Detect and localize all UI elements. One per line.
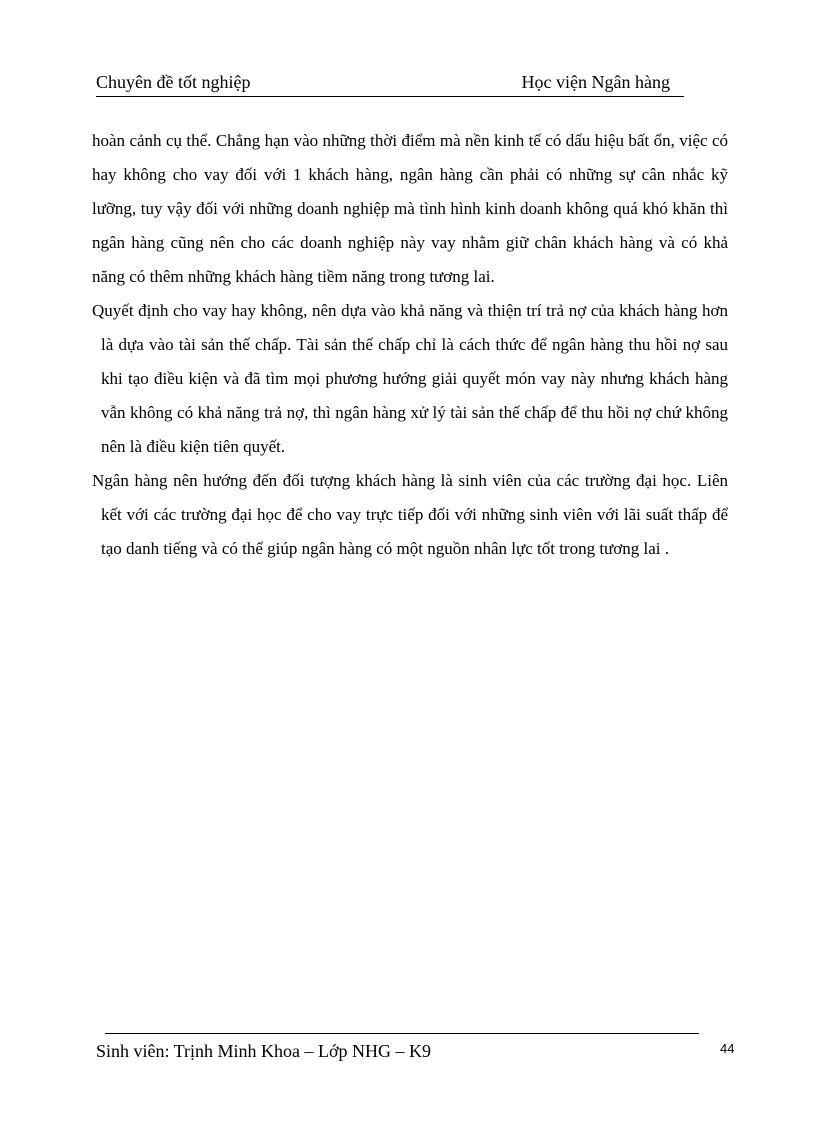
header-thesis-title: Chuyên đề tốt nghiệp	[96, 72, 251, 92]
body-text	[92, 124, 728, 566]
footer-divider	[105, 1033, 699, 1034]
footer-student-info: Sinh viên: Trịnh Minh Khoa – Lớp NHG – K9	[96, 1041, 432, 1061]
paragraph-1: hoàn cảnh cụ thể. Chẳng hạn vào những thời điểm mà nền kinh tế có dấu hiệu bất ổn, việc có hay không cho vay đối với 1 khách hàng, ngân hàng cần phải có những sự cân nhắc kỹ lưỡng, tuy vậy đối với những doanh nghiệp mà tình hình kinh doanh không quá khó khăn thì ngân hàng cũng nên cho các doanh nghiệp này vay nhằm giữ chân khách hàng và có khả năng có thêm những khách hàng tiềm năng trong tương lai.	[92, 131, 728, 286]
paragraph-3: Ngân hàng nên hướng đến đối tượng khách hàng là sinh viên của các trường đại học. Liên kết với các trường đại học để cho vay trực tiếp đối với những sinh viên với lãi suất thấp để tạo danh tiếng và có thể giúp ngân hàng có một nguồn nhân lực tốt trong tương lai .	[92, 471, 728, 558]
page-number: 44	[720, 1041, 735, 1056]
page-header	[96, 70, 684, 97]
paragraph-2: Quyết định cho vay hay không, nên dựa vào khả năng và thiện trí trả nợ của khách hàng hơn là dựa vào tài sản thế chấp. Tài sản thế chấp chỉ là cách thức để ngân hàng thu hồi nợ sau khi tạo điều kiện và đã tìm mọi phương hướng giải quyết món vay này nhưng khách hàng vẫn không có khả năng trả nợ, thì ngân hàng xử lý tài sản thế chấp để thu hồi nợ chứ không nên là điều kiện tiên quyết.	[92, 301, 728, 456]
header-institution: Học viện Ngân hàng	[521, 72, 670, 92]
